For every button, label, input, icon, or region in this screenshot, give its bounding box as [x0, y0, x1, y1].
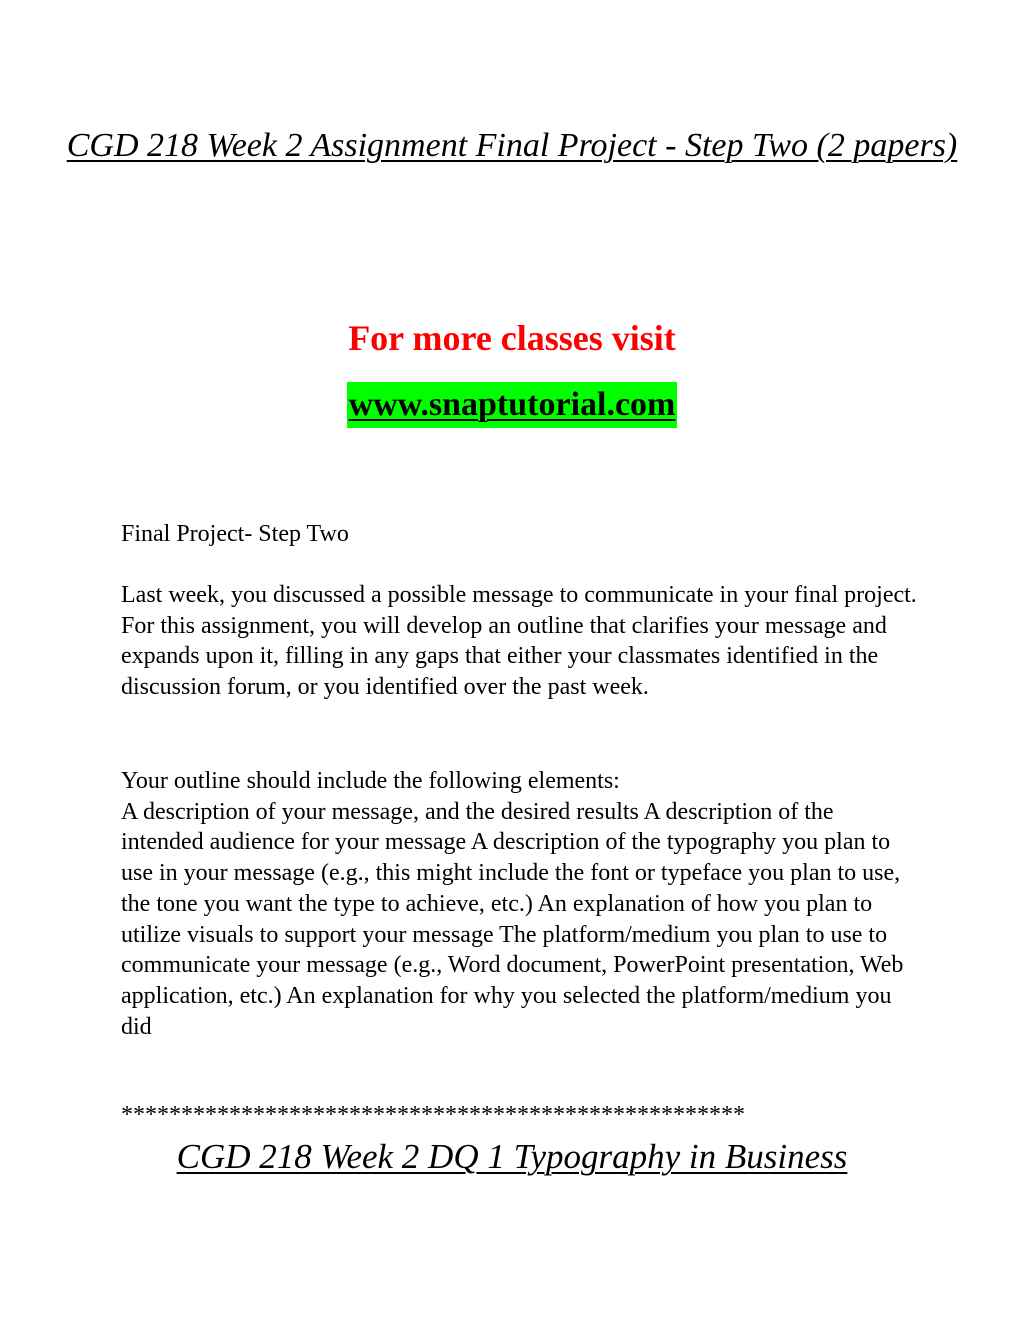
separator-line: **************************************************** [121, 1102, 745, 1128]
promo-link-container [0, 382, 1024, 430]
intro-paragraph: Last week, you discussed a possible message to communicate in your final project. For this assignment, you will develop an outline that clarifies your message and expands upon it, filling in any gaps that either your classmates identified in the discussion forum, or you identified over the past week. [121, 582, 917, 701]
snaptutorial-link[interactable]: www.snaptutorial.com [347, 382, 678, 428]
section-label: Final Project- Step Two [121, 521, 349, 547]
promo-heading: For more classes visit [348, 318, 676, 358]
page-title: CGD 218 Week 2 Assignment Final Project - Step Two (2 papers) [66, 127, 958, 164]
next-section-title: CGD 218 Week 2 DQ 1 Typography in Business [176, 1137, 848, 1176]
outline-requirements-paragraph: Your outline should include the following elements: A description of your message, and the desired results A description of the intended audience for your message A description of the typography you plan to use in your message (e.g., this might include the font or typeface you plan to use, the tone you want the type to achieve, etc.) An explanation of how you plan to utilize visuals to support your message The platform/medium you plan to use to communicate your message (e.g., Word document, PowerPoint presentation, Web application, etc.) An explanation for why you selected the platform/medium you did [121, 768, 904, 1040]
